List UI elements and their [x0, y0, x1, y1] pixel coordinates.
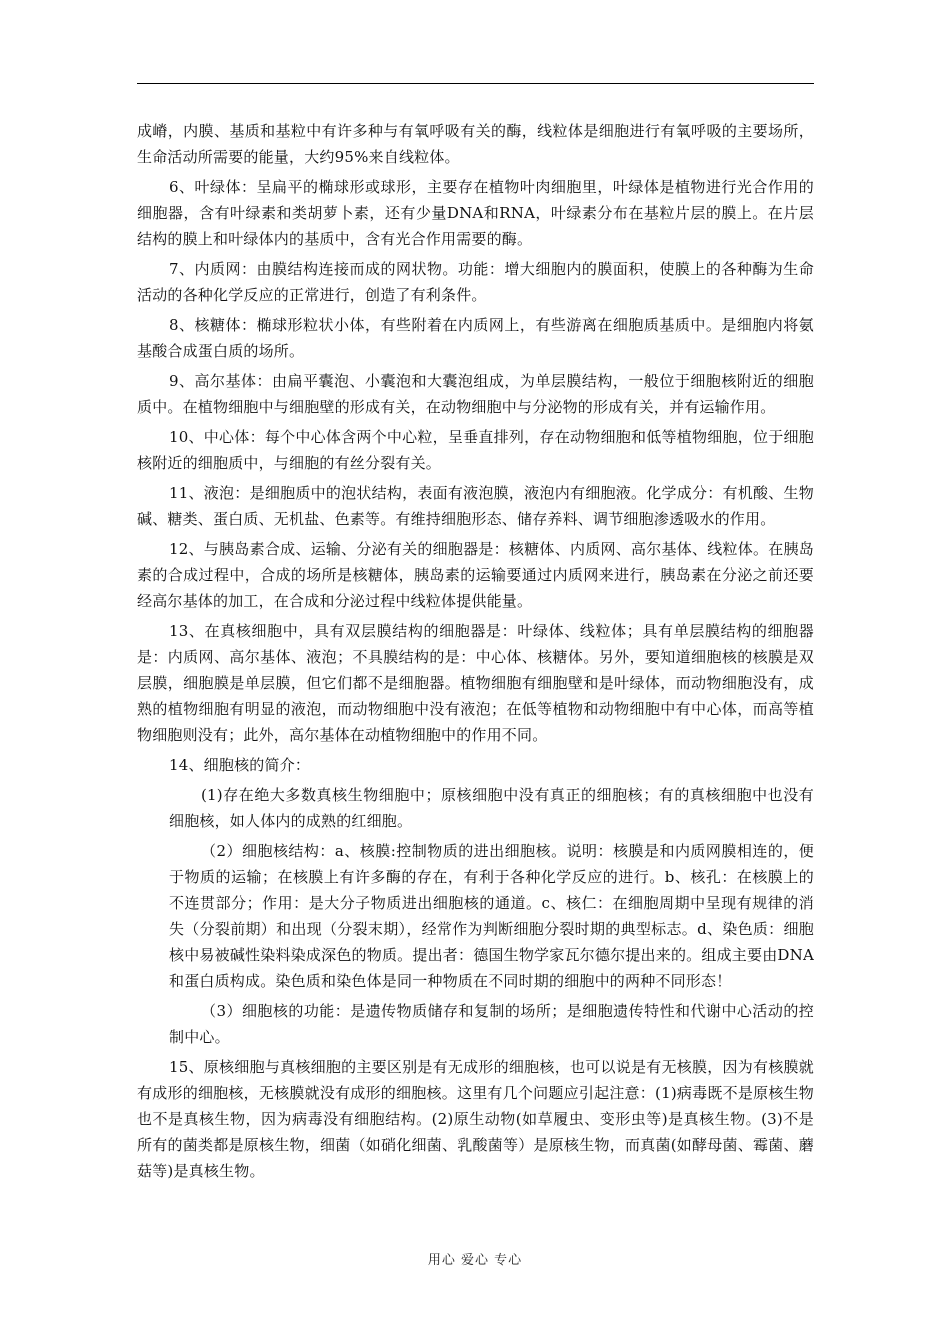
paragraph-nucleus-2: （2）细胞核结构：a、核膜:控制物质的进出细胞核。说明：核膜是和内质网膜相连的，便于物质的运输；在核膜上有许多酶的存在，有利于各种化学反应的进行。b、核孔：在核膜上的不连贯部分；作用：是大分子物质进出细胞核的通道。c、核仁：在细胞周期中呈现有规律的消失（分裂前期）和出现（分裂末期），经常作为判断细胞分裂时期的典型标志。d、染色质：细胞核中易被碱性染料染成深色的物质。提出者：德国生物学家瓦尔德尔提出来的。组成主要由DNA和蛋白质构成。染色质和染色体是同一种物质在不同时期的细胞中的两种不同形态！: [169, 842, 814, 990]
document-body: [137, 118, 814, 1188]
paragraph-nucleus-3: （3）细胞核的功能：是遗传物质储存和复制的场所；是细胞遗传特性和代谢中心活动的控制中心。: [169, 1002, 814, 1046]
paragraph-ribosome: 8、核糖体：椭球形粒状小体，有些附着在内质网上，有些游离在细胞质基质中。是细胞内将氨基酸合成蛋白质的场所。: [137, 316, 814, 360]
paragraph-nucleus-1: (1)存在绝大多数真核生物细胞中；原核细胞中没有真正的细胞核；有的真核细胞中也没有细胞核，如人体内的成熟的红细胞。: [169, 786, 814, 830]
paragraph-golgi: 9、高尔基体：由扁平囊泡、小囊泡和大囊泡组成，为单层膜结构，一般位于细胞核附近的细胞质中。在植物细胞中与细胞壁的形成有关，在动物细胞中与分泌物的形成有关，并有运输作用。: [137, 372, 814, 416]
paragraph-endoplasmic-reticulum: 7、内质网：由膜结构连接而成的网状物。功能：增大细胞内的膜面积，使膜上的各种酶为生命活动的各种化学反应的正常进行，创造了有利条件。: [137, 260, 814, 304]
paragraph-nucleus-heading: 14、细胞核的简介：: [169, 756, 311, 774]
paragraph-centrosome: 10、中心体：每个中心体含两个中心粒，呈垂直排列，存在动物细胞和低等植物细胞，位于细胞核附近的细胞质中，与细胞的有丝分裂有关。: [137, 428, 814, 472]
paragraph-continuation: 成嵴，内膜、基质和基粒中有许多种与有氧呼吸有关的酶，线粒体是细胞进行有氧呼吸的主要场所，生命活动所需要的能量，大约95%来自线粒体。: [137, 122, 814, 166]
paragraph-insulin: 12、与胰岛素合成、运输、分泌有关的细胞器是：核糖体、内质网、高尔基体、线粒体。在胰岛素的合成过程中，合成的场所是核糖体，胰岛素的运输要通过内质网来进行，胰岛素在分泌之前还要经高尔基体的加工，在合成和分泌过程中线粒体提供能量。: [137, 540, 814, 610]
paragraph-vacuole: 11、液泡：是细胞质中的泡状结构，表面有液泡膜，液泡内有细胞液。化学成分：有机酸、生物碱、糖类、蛋白质、无机盐、色素等。有维持细胞形态、储存养料、调节细胞渗透吸水的作用。: [137, 484, 814, 528]
paragraph-membrane-structures: 13、在真核细胞中，具有双层膜结构的细胞器是：叶绿体、线粒体；具有单层膜结构的细胞器是：内质网、高尔基体、液泡；不具膜结构的是：中心体、核糖体。另外，要知道细胞核的核膜是双层膜，细胞膜是单层膜，但它们都不是细胞器。植物细胞有细胞壁和是叶绿体，而动物细胞没有，成熟的植物细胞有明显的液泡，而动物细胞中没有液泡；在低等植物和动物细胞中有中心体，而高等植物细胞则没有；此外，高尔基体在动植物细胞中的作用不同。: [137, 622, 814, 744]
paragraph-prokaryote-eukaryote: 15、原核细胞与真核细胞的主要区别是有无成形的细胞核，也可以说是有无核膜，因为有核膜就有成形的细胞核，无核膜就没有成形的细胞核。这里有几个问题应引起注意：(1)病毒既不是原核生物也不是真核生物，因为病毒没有细胞结构。(2)原生动物(如草履虫、变形虫等)是真核生物。(3)不是所有的菌类都是原核生物，细菌（如硝化细菌、乳酸菌等）是原核生物，而真菌(如酵母菌、霉菌、蘑菇等)是真核生物。: [137, 1058, 814, 1180]
page-footer: 用心 爱心 专心: [427, 1253, 523, 1268]
header-rule: [137, 83, 814, 84]
paragraph-chloroplast: 6、叶绿体：呈扁平的椭球形或球形，主要存在植物叶肉细胞里，叶绿体是植物进行光合作用的细胞器，含有叶绿素和类胡萝卜素，还有少量DNA和RNA，叶绿素分布在基粒片层的膜上。在片层结构的膜上和叶绿体内的基质中，含有光合作用需要的酶。: [137, 178, 814, 248]
